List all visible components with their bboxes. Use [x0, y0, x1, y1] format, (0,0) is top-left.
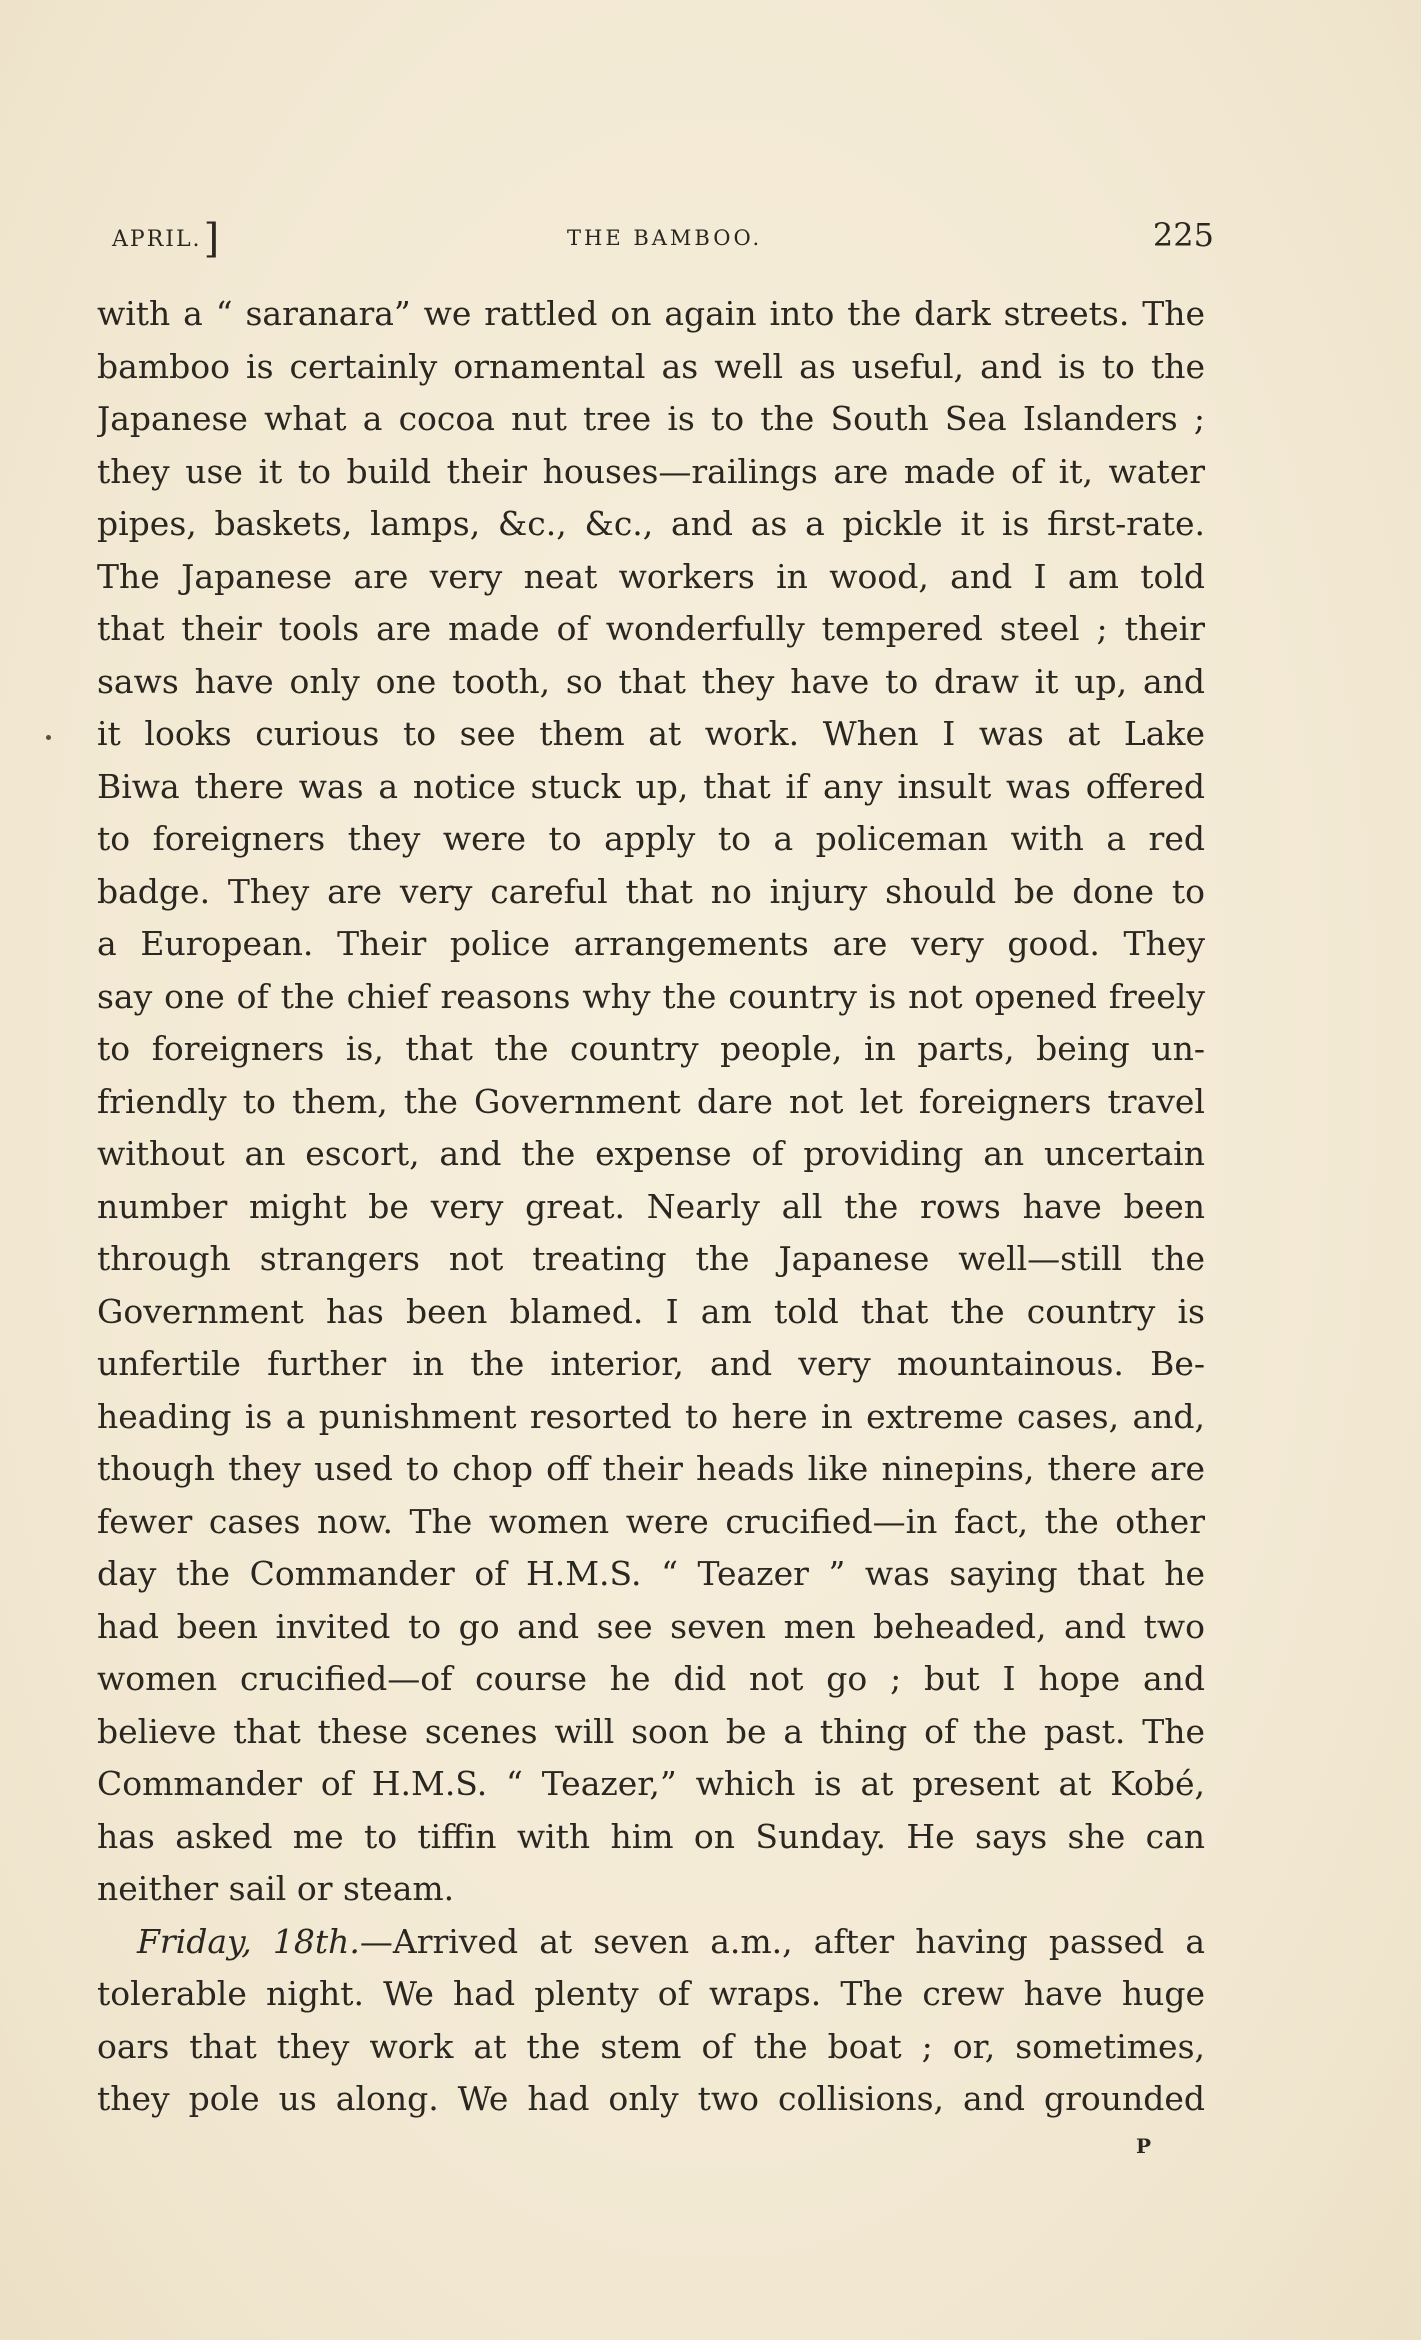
text-line: a European. Their police arrangements are very good. They — [97, 924, 1205, 963]
text-line: number might be very great. Nearly all the rows have been — [97, 1186, 1205, 1226]
text-line: Japanese what a cocoa nut tree is to the South Sea Islanders ; — [97, 399, 1205, 438]
text-line: has asked me to tiffin with him on Sunday. He says she can — [97, 1816, 1205, 1856]
text-line: Commander of H.M.S. “ Teazer,” which is at present at Kobé, — [97, 1764, 1205, 1803]
text-line: badge. They are very careful that no injury should be done to — [97, 871, 1205, 911]
text-line: pipes, baskets, lamps, &c., &c., and as a pickle it is first-rate. — [97, 504, 1205, 543]
text-line: saws have only one tooth, so that they have to draw it up, and — [97, 661, 1205, 701]
text-line: The Japanese are very neat workers in wood, and I am told — [97, 556, 1205, 596]
paragraph-first-line-text: —Arrived at seven a.m., after having passed a — [359, 1921, 1205, 1961]
text-line: with a “ saranara” we rattled on again into the dark streets. The — [97, 294, 1205, 333]
text-line: heading is a punishment resorted to here in extreme cases, and, — [97, 1396, 1205, 1436]
page-number: 225 — [1152, 216, 1214, 254]
text-line: friendly to them, the Government dare not let foreigners travel — [97, 1081, 1205, 1121]
text-line: oars that they work at the stem of the boat ; or, sometimes, — [97, 2026, 1205, 2066]
text-line: they use it to build their houses—railings are made of it, water — [97, 451, 1205, 491]
text-line: it looks curious to see them at work. When I was at Lake — [97, 714, 1205, 753]
margin-speck — [46, 735, 51, 740]
text-line: they pole us along. We had only two collisions, and grounded — [97, 2079, 1205, 2118]
signature-mark: P — [1136, 2134, 1152, 2158]
paragraph-first-line — [97, 1916, 1205, 1969]
text-line: bamboo is certainly ornamental as well as useful, and is to the — [97, 346, 1205, 386]
text-line: fewer cases now. The women were crucified—in fact, the other — [97, 1501, 1205, 1541]
paragraph-end-line: neither sail or steam. — [97, 1869, 455, 1908]
text-line: to foreigners they were to apply to a policeman with a red — [97, 819, 1205, 858]
text-line: to foreigners is, that the country people, in parts, being un- — [97, 1029, 1205, 1068]
diary-date: Friday, 18th. — [137, 1921, 360, 1961]
text-line: Government has been blamed. I am told that the country is — [97, 1291, 1205, 1331]
running-header — [112, 214, 1214, 264]
text-line: believe that these scenes will soon be a thing of the past. The — [97, 1711, 1205, 1751]
text-line: tolerable night. We had plenty of wraps. The crew have huge — [97, 1974, 1205, 2013]
text-line: Biwa there was a notice stuck up, that if any insult was offered — [97, 766, 1205, 806]
text-line: unfertile further in the interior, and very mountainous. Be- — [97, 1344, 1205, 1383]
text-line: that their tools are made of wonderfully tempered steel ; their — [97, 609, 1205, 648]
text-line: through strangers not treating the Japanese well—still the — [97, 1239, 1205, 1278]
text-line: had been invited to go and see seven men beheaded, and two — [97, 1606, 1205, 1646]
body-text — [97, 288, 1205, 2126]
text-line: without an escort, and the expense of providing an uncertain — [97, 1134, 1205, 1173]
running-head-title: THE BAMBOO. — [567, 226, 763, 250]
text-line: though they used to chop off their heads like ninepins, there are — [97, 1449, 1205, 1488]
text-line: day the Commander of H.M.S. “ Teazer ” was saying that he — [97, 1554, 1205, 1593]
running-head-month: APRIL.] — [112, 216, 222, 262]
running-head-bracket: ] — [203, 216, 222, 262]
text-line: women crucified—of course he did not go ; but I hope and — [97, 1659, 1205, 1698]
text-line: say one of the chief reasons why the country is not opened freely — [97, 976, 1205, 1016]
